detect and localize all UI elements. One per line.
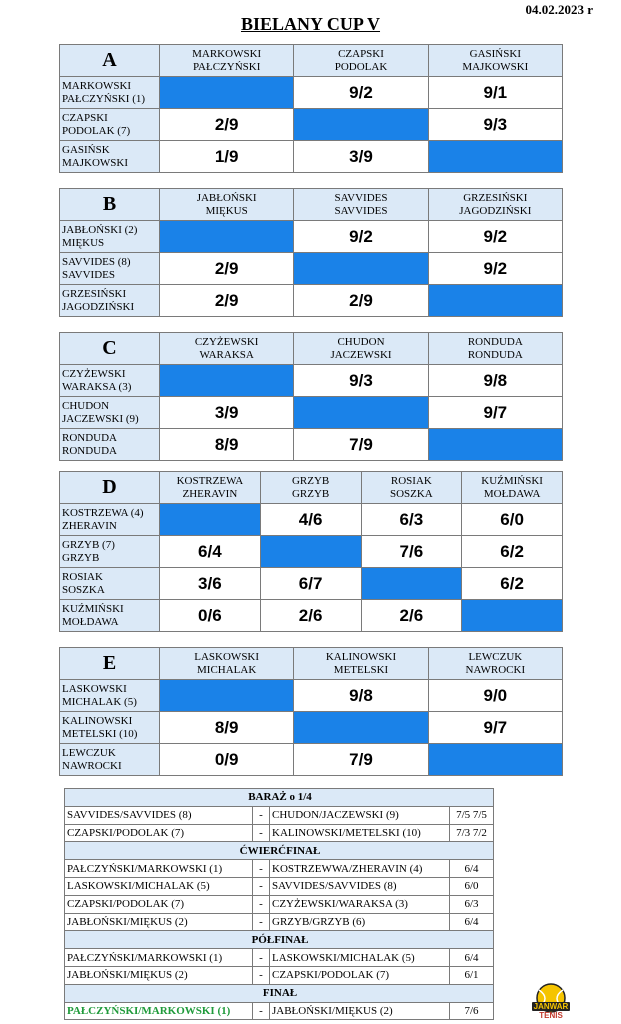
- dash-cell: -: [253, 877, 270, 895]
- diagonal-cell: [294, 397, 428, 429]
- row-header: [60, 712, 160, 744]
- column-header-line: LASKOWSKI: [194, 650, 260, 663]
- result-cell: 6/3: [450, 895, 494, 913]
- player-2-cell: GRZYB/GRZYB (6): [270, 913, 450, 931]
- player-2-cell: CZAPSKI/PODOLAK (7): [270, 966, 450, 984]
- player-1-cell: PAŁCZYŃSKI/MARKOWSKI (1): [65, 860, 253, 878]
- score-cell: 1/9: [160, 141, 294, 173]
- row-header: [60, 536, 160, 568]
- column-header-line: SAVVIDES: [334, 204, 388, 217]
- player-2-cell: JABŁOŃSKI/MIĘKUS (2): [270, 1002, 450, 1020]
- score-cell: 6/7: [260, 568, 361, 600]
- table-row: [60, 285, 563, 317]
- table-row: [60, 568, 563, 600]
- column-header-line: NAWROCKI: [465, 663, 526, 676]
- table-row: [60, 536, 563, 568]
- score-cell: 7/9: [294, 429, 428, 461]
- row-header-line: LASKOWSKI: [62, 682, 127, 695]
- group-b-table: [59, 188, 563, 317]
- column-header-line: RONDUDA: [467, 335, 523, 348]
- section-header: ĆWIERĆFINAŁ: [65, 842, 494, 860]
- dash-cell: -: [253, 824, 270, 842]
- score-cell: 4/6: [260, 504, 361, 536]
- column-header-line: MICHALAK: [197, 663, 257, 676]
- row-header-line: KALINOWSKI: [62, 714, 133, 727]
- row-header: [60, 109, 160, 141]
- result-cell: 6/4: [450, 860, 494, 878]
- row-header-line: MARKOWSKI: [62, 79, 132, 92]
- diagonal-cell: [160, 365, 294, 397]
- row-header-line: GASIŃSK: [62, 143, 110, 156]
- score-cell: 9/3: [428, 109, 562, 141]
- player-1-cell: JABŁOŃSKI/MIĘKUS (2): [65, 966, 253, 984]
- column-header: [160, 333, 294, 365]
- column-header-line: GRZYB: [291, 487, 330, 500]
- row-header: [60, 504, 160, 536]
- score-cell: 6/2: [462, 536, 563, 568]
- column-header: [160, 189, 294, 221]
- score-cell: 8/9: [160, 429, 294, 461]
- score-cell: 9/2: [294, 77, 428, 109]
- match-row: [65, 824, 494, 842]
- row-header-line: JABŁOŃSKI (2): [62, 223, 138, 236]
- column-header: [260, 472, 361, 504]
- row-header-line: JAGODZIŃSKI: [62, 300, 135, 313]
- match-row: [65, 1002, 494, 1020]
- column-header: [428, 45, 562, 77]
- column-header-line: ROSIAK: [390, 474, 432, 487]
- diagonal-cell: [428, 429, 562, 461]
- score-cell: 6/4: [160, 536, 261, 568]
- row-header-line: METELSKI (10): [62, 727, 138, 740]
- score-cell: 2/9: [160, 253, 294, 285]
- group-letter: B: [60, 189, 160, 221]
- row-header: [60, 744, 160, 776]
- score-cell: 9/8: [294, 680, 428, 712]
- score-cell: 9/3: [294, 365, 428, 397]
- knockout-table: [64, 788, 494, 1020]
- diagonal-cell: [160, 504, 261, 536]
- score-cell: 2/9: [160, 109, 294, 141]
- column-header: [160, 472, 261, 504]
- score-cell: 7/6: [361, 536, 462, 568]
- row-header-line: SAVVIDES: [62, 268, 115, 281]
- table-row: [60, 429, 563, 461]
- player-1-cell: PAŁCZYŃSKI/MARKOWSKI (1): [65, 1002, 253, 1020]
- dash-cell: -: [253, 913, 270, 931]
- column-header-line: MARKOWSKI: [192, 47, 262, 60]
- table-row: [60, 77, 563, 109]
- score-cell: 9/2: [428, 221, 562, 253]
- score-cell: 9/8: [428, 365, 562, 397]
- column-header-line: WARAKSA: [199, 348, 254, 361]
- date-label: 04.02.2023 r: [525, 2, 593, 17]
- column-header-line: CHUDON: [337, 335, 385, 348]
- row-header-line: MOŁDAWA: [62, 615, 119, 628]
- row-header: [60, 77, 160, 109]
- score-cell: 3/9: [294, 141, 428, 173]
- row-header-line: GRZESIŃSKI: [62, 287, 127, 300]
- group-d-table: [59, 471, 563, 632]
- group-letter: E: [60, 648, 160, 680]
- row-header-line: SAVVIDES (8): [62, 255, 131, 268]
- page-title: BIELANY CUP V: [240, 14, 381, 34]
- section-header: FINAŁ: [65, 984, 494, 1002]
- dash-cell: -: [253, 949, 270, 967]
- column-header: [361, 472, 462, 504]
- score-cell: 9/2: [428, 253, 562, 285]
- table-row: [60, 253, 563, 285]
- player-1-cell: SAVVIDES/SAVVIDES (8): [65, 806, 253, 824]
- row-header-line: KOSTRZEWA (4): [62, 506, 144, 519]
- match-row: [65, 895, 494, 913]
- diagonal-cell: [361, 568, 462, 600]
- table-row: [60, 221, 563, 253]
- row-header-line: GRZYB (7): [62, 538, 115, 551]
- column-header-line: KUŹMIŃSKI: [481, 474, 543, 487]
- match-row: [65, 860, 494, 878]
- row-header-line: CZAPSKI: [62, 111, 108, 124]
- player-1-cell: CZAPSKI/PODOLAK (7): [65, 895, 253, 913]
- player-2-cell: SAVVIDES/SAVVIDES (8): [270, 877, 450, 895]
- group-letter: A: [60, 45, 160, 77]
- score-cell: 2/6: [361, 600, 462, 632]
- column-header-line: SOSZKA: [389, 487, 433, 500]
- diagonal-cell: [428, 744, 562, 776]
- player-2-cell: CHUDON/JACZEWSKI (9): [270, 806, 450, 824]
- row-header: [60, 600, 160, 632]
- score-cell: 2/6: [260, 600, 361, 632]
- column-header: [160, 45, 294, 77]
- column-header-line: PAŁCZYŃSKI: [192, 60, 261, 73]
- column-header-line: CZAPSKI: [338, 47, 384, 60]
- diagonal-cell: [160, 77, 294, 109]
- column-header-line: GASIŃSKI: [469, 47, 521, 60]
- column-header-line: MAJKOWSKI: [462, 60, 529, 73]
- row-header-line: CHUDON: [62, 399, 110, 412]
- column-header: [428, 189, 562, 221]
- column-header-line: RONDUDA: [467, 348, 523, 361]
- group-c-table: [59, 332, 563, 461]
- dash-cell: -: [253, 966, 270, 984]
- group-e-table: [59, 647, 563, 776]
- score-cell: 6/2: [462, 568, 563, 600]
- result-cell: 6/1: [450, 966, 494, 984]
- column-header: [294, 333, 428, 365]
- row-header-line: KUŹMIŃSKI: [62, 602, 124, 615]
- diagonal-cell: [294, 109, 428, 141]
- column-header-line: SAVVIDES: [334, 191, 388, 204]
- row-header-line: MICHALAK (5): [62, 695, 137, 708]
- row-header-line: JACZEWSKI (9): [62, 412, 139, 425]
- column-header: [294, 189, 428, 221]
- column-header-line: CZYŻEWSKI: [194, 335, 259, 348]
- result-cell: 6/4: [450, 913, 494, 931]
- column-header-line: LEWCZUK: [468, 650, 523, 663]
- diagonal-cell: [160, 680, 294, 712]
- table-row: [60, 109, 563, 141]
- dash-cell: -: [253, 806, 270, 824]
- score-cell: 9/2: [294, 221, 428, 253]
- logo-line1: JANWAR: [533, 1002, 569, 1011]
- group-a-table: [59, 44, 563, 173]
- row-header-line: RONDUDA: [62, 444, 117, 457]
- score-cell: 6/3: [361, 504, 462, 536]
- column-header-line: GRZESIŃSKI: [463, 191, 528, 204]
- score-cell: 9/7: [428, 397, 562, 429]
- column-header-line: PODOLAK: [334, 60, 388, 73]
- dash-cell: -: [253, 1002, 270, 1020]
- player-2-cell: LASKOWSKI/MICHALAK (5): [270, 949, 450, 967]
- column-header-line: METELSKI: [333, 663, 389, 676]
- table-row: [60, 712, 563, 744]
- score-cell: 9/0: [428, 680, 562, 712]
- score-cell: 3/6: [160, 568, 261, 600]
- column-header: [428, 333, 562, 365]
- table-row: [60, 365, 563, 397]
- row-header-line: PAŁCZYŃSKI (1): [62, 92, 146, 105]
- row-header: [60, 680, 160, 712]
- player-2-cell: CZYŻEWSKI/WARAKSA (3): [270, 895, 450, 913]
- match-row: [65, 966, 494, 984]
- column-header-line: JAGODZIŃSKI: [459, 204, 532, 217]
- column-header-line: JACZEWSKI: [330, 348, 392, 361]
- section-header: PÓŁFINAŁ: [65, 931, 494, 949]
- row-header: [60, 253, 160, 285]
- column-header-line: ZHERAVIN: [182, 487, 238, 500]
- janwar-tenis-logo: [530, 982, 572, 1020]
- column-header: [294, 648, 428, 680]
- score-cell: 0/6: [160, 600, 261, 632]
- score-cell: 2/9: [294, 285, 428, 317]
- logo-line2: TENIS: [539, 1011, 563, 1020]
- player-1-cell: LASKOWSKI/MICHALAK (5): [65, 877, 253, 895]
- row-header-line: WARAKSA (3): [62, 380, 132, 393]
- diagonal-cell: [160, 221, 294, 253]
- row-header-line: MAJKOWSKI: [62, 156, 128, 169]
- player-2-cell: KOSTRZEWWA/ZHERAVIN (4): [270, 860, 450, 878]
- column-header-line: KOSTRZEWA: [176, 474, 244, 487]
- column-header: [428, 648, 562, 680]
- column-header-line: JABŁOŃSKI: [196, 191, 257, 204]
- column-header-line: MOŁDAWA: [483, 487, 541, 500]
- column-header: [294, 45, 428, 77]
- row-header: [60, 429, 160, 461]
- table-row: [60, 600, 563, 632]
- row-header-line: MIĘKUS: [62, 236, 105, 249]
- row-header: [60, 397, 160, 429]
- result-cell: 7/6: [450, 1002, 494, 1020]
- row-header-line: SOSZKA: [62, 583, 105, 596]
- match-row: [65, 806, 494, 824]
- player-2-cell: KALINOWSKI/METELSKI (10): [270, 824, 450, 842]
- group-letter: D: [60, 472, 160, 504]
- result-cell: 6/4: [450, 949, 494, 967]
- match-row: [65, 913, 494, 931]
- row-header-line: NAWROCKI: [62, 759, 122, 772]
- dash-cell: -: [253, 895, 270, 913]
- match-row: [65, 877, 494, 895]
- score-cell: 8/9: [160, 712, 294, 744]
- dash-cell: -: [253, 860, 270, 878]
- row-header-line: ZHERAVIN: [62, 519, 117, 532]
- row-header: [60, 365, 160, 397]
- row-header-line: RONDUDA: [62, 431, 117, 444]
- diagonal-cell: [260, 536, 361, 568]
- score-cell: 9/1: [428, 77, 562, 109]
- score-cell: 2/9: [160, 285, 294, 317]
- match-row: [65, 949, 494, 967]
- score-cell: 0/9: [160, 744, 294, 776]
- row-header: [60, 221, 160, 253]
- diagonal-cell: [462, 600, 563, 632]
- section-header: BARAŻ o 1/4: [65, 789, 494, 807]
- column-header-line: KALINOWSKI: [325, 650, 397, 663]
- table-row: [60, 141, 563, 173]
- row-header: [60, 568, 160, 600]
- diagonal-cell: [428, 285, 562, 317]
- row-header-line: ROSIAK: [62, 570, 103, 583]
- column-header-line: GRZYB: [291, 474, 330, 487]
- column-header: [160, 648, 294, 680]
- group-letter: C: [60, 333, 160, 365]
- row-header-line: LEWCZUK: [62, 746, 116, 759]
- row-header-line: CZYŻEWSKI: [62, 367, 126, 380]
- diagonal-cell: [428, 141, 562, 173]
- row-header: [60, 141, 160, 173]
- column-header: [462, 472, 563, 504]
- score-cell: 7/9: [294, 744, 428, 776]
- table-row: [60, 397, 563, 429]
- table-row: [60, 504, 563, 536]
- player-1-cell: CZAPSKI/PODOLAK (7): [65, 824, 253, 842]
- diagonal-cell: [294, 712, 428, 744]
- row-header: [60, 285, 160, 317]
- row-header-line: PODOLAK (7): [62, 124, 131, 137]
- score-cell: 9/7: [428, 712, 562, 744]
- score-cell: 6/0: [462, 504, 563, 536]
- result-cell: 7/5 7/5: [450, 806, 494, 824]
- column-header-line: MIĘKUS: [205, 204, 248, 217]
- table-row: [60, 680, 563, 712]
- player-1-cell: JABŁOŃSKI/MIĘKUS (2): [65, 913, 253, 931]
- result-cell: 6/0: [450, 877, 494, 895]
- row-header-line: GRZYB: [62, 551, 100, 564]
- diagonal-cell: [294, 253, 428, 285]
- player-1-cell: PAŁCZYŃSKI/MARKOWSKI (1): [65, 949, 253, 967]
- table-row: [60, 744, 563, 776]
- result-cell: 7/3 7/2: [450, 824, 494, 842]
- score-cell: 3/9: [160, 397, 294, 429]
